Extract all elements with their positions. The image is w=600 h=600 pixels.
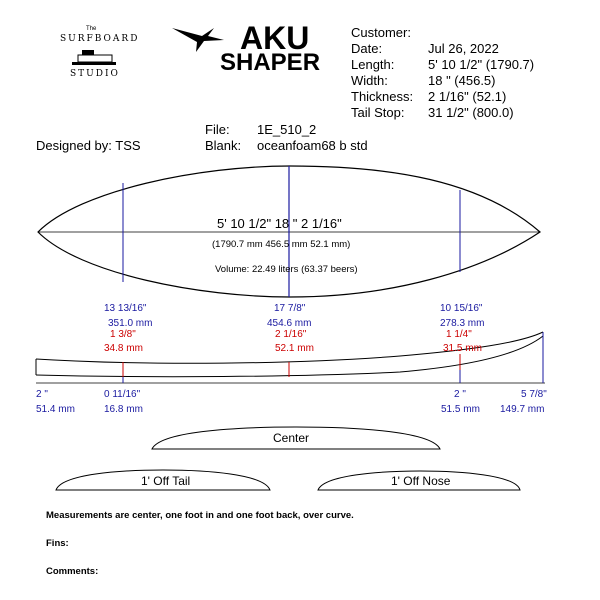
blank-label: Blank:	[205, 138, 242, 153]
logo-small-text: The	[86, 26, 97, 32]
thick-nose-mm: 31.5 mm	[443, 343, 482, 354]
measurements-note: Measurements are center, one foot in and one foot back, over curve.	[46, 510, 354, 521]
file-value: 1E_510_2	[257, 122, 317, 137]
logo-text-top: SURFBOARD	[60, 34, 140, 44]
width-nose-in: 10 15/16"	[440, 303, 483, 314]
designer: Designed by: TSS	[36, 138, 141, 153]
rocker-nose-mm: 149.7 mm	[500, 404, 545, 415]
width-tail-mm: 351.0 mm	[108, 318, 153, 329]
file-label: File:	[205, 122, 230, 137]
width-nose-mm: 278.3 mm	[440, 318, 485, 329]
rocker-tail-mm: 51.4 mm	[36, 404, 75, 415]
tailstop-value: 31 1/2" (800.0)	[428, 105, 514, 120]
rocker-noseft-in: 2 "	[454, 389, 466, 400]
section-nose-label: 1' Off Nose	[391, 474, 451, 488]
rocker-tail-in: 2 "	[36, 389, 48, 400]
logo-text-bottom: STUDIO	[70, 69, 120, 79]
thickness-value: 2 1/16" (52.1)	[428, 89, 507, 104]
date-value: Jul 26, 2022	[428, 41, 499, 56]
width-center-mm: 454.6 mm	[267, 318, 312, 329]
brand-title: AKU	[240, 20, 310, 56]
thick-center-mm: 52.1 mm	[275, 343, 314, 354]
rocker-tailft-mm: 16.8 mm	[104, 404, 143, 415]
width-label: Width:	[351, 73, 388, 88]
surfboard-studio-logo	[72, 50, 116, 65]
rocker-noseft-mm: 51.5 mm	[441, 404, 480, 415]
volume: Volume: 22.49 liters (63.37 beers)	[215, 264, 358, 275]
tailstop-label: Tail Stop:	[351, 105, 405, 120]
thick-tail-in: 1 3/8"	[110, 329, 136, 340]
rocker-tailft-in: 0 11/16"	[104, 389, 141, 400]
outline-dimensions: 5' 10 1/2" 18 " 2 1/16"	[217, 216, 342, 231]
fins-label: Fins:	[46, 538, 69, 549]
date-label: Date:	[351, 41, 383, 56]
blank-value: oceanfoam68 b std	[257, 138, 368, 153]
length-label: Length:	[351, 57, 395, 72]
width-value: 18 " (456.5)	[428, 73, 496, 88]
thick-nose-in: 1 1/4"	[446, 329, 472, 340]
rocker-nose-in: 5 7/8"	[521, 389, 547, 400]
width-tail-in: 13 13/16"	[104, 303, 147, 314]
length-value: 5' 10 1/2" (1790.7)	[428, 57, 535, 72]
thickness-label: Thickness:	[351, 89, 414, 104]
outline-dimensions-mm: (1790.7 mm 456.5 mm 52.1 mm)	[212, 239, 351, 250]
section-tail-label: 1' Off Tail	[141, 474, 191, 488]
thick-tail-mm: 34.8 mm	[104, 343, 143, 354]
board-outline	[38, 166, 540, 297]
comments-label: Comments:	[46, 566, 99, 577]
width-center-in: 17 7/8"	[274, 303, 306, 314]
brand-subtitle: SHAPER	[220, 49, 321, 76]
thick-center-in: 2 1/16"	[275, 329, 307, 340]
section-center-label: Center	[273, 431, 310, 445]
customer-label: Customer:	[351, 25, 411, 40]
bird-logo-icon	[172, 28, 224, 52]
